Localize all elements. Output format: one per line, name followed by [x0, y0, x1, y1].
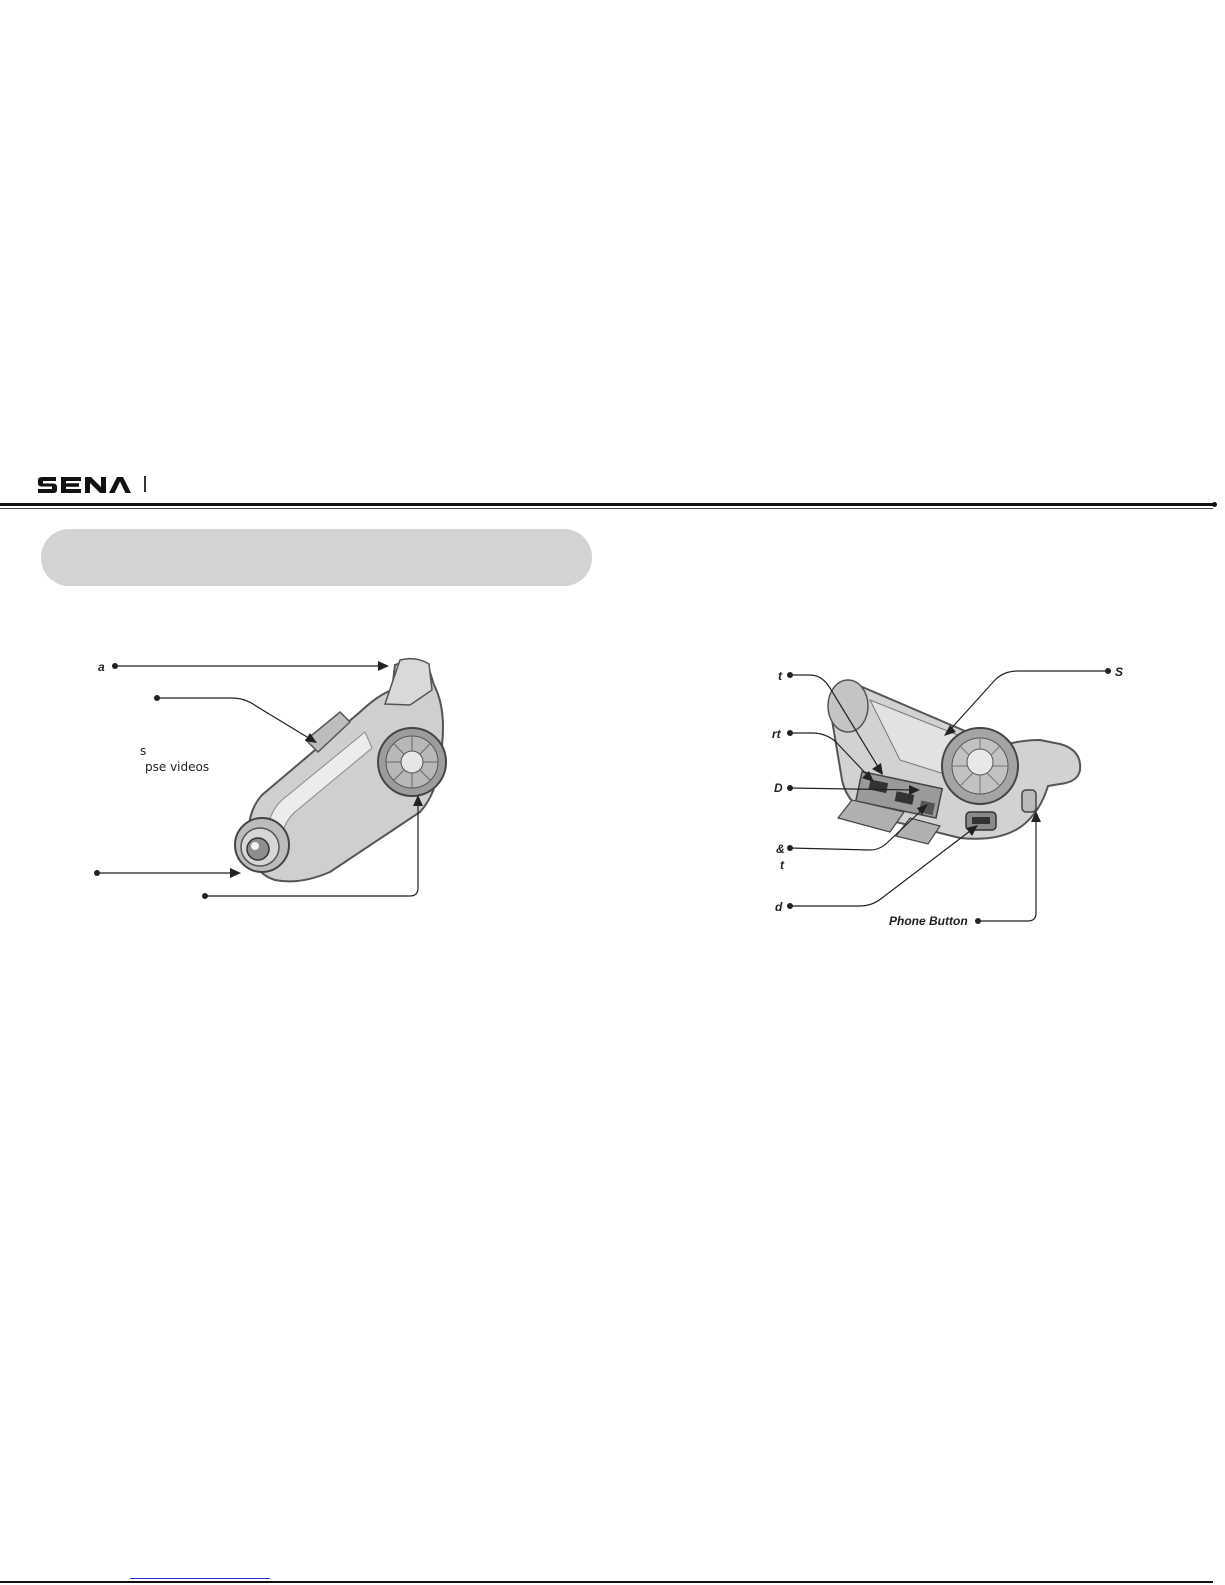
camera-front-illustration	[0, 640, 620, 920]
camera-rear-illustration	[620, 640, 1220, 940]
footer-rule	[0, 1581, 1213, 1583]
callout-label-t-top: t	[778, 669, 782, 683]
section-title-pill	[41, 529, 592, 586]
footer-link-underline[interactable]	[130, 1578, 270, 1579]
callout-label-d-upper: D	[774, 781, 783, 795]
header-rule-thin	[0, 508, 1213, 509]
header-rule	[0, 503, 1213, 506]
sena-logo	[36, 474, 136, 496]
callout-label-rt: rt	[772, 727, 781, 741]
callout-label-s: s	[140, 744, 147, 758]
callout-label-t-lower: t	[780, 858, 784, 872]
header-separator	[144, 476, 146, 492]
callout-label-s-right: S	[1115, 665, 1124, 679]
header-rule-dot	[1212, 502, 1217, 507]
callout-label-d-lower: d	[775, 900, 783, 914]
callout-label-timelapse: pse videos	[145, 760, 210, 774]
callout-label-a: a	[98, 660, 105, 674]
callout-label-ampersand: &	[776, 842, 785, 856]
callout-label-phone-button: Phone Button	[889, 914, 968, 928]
